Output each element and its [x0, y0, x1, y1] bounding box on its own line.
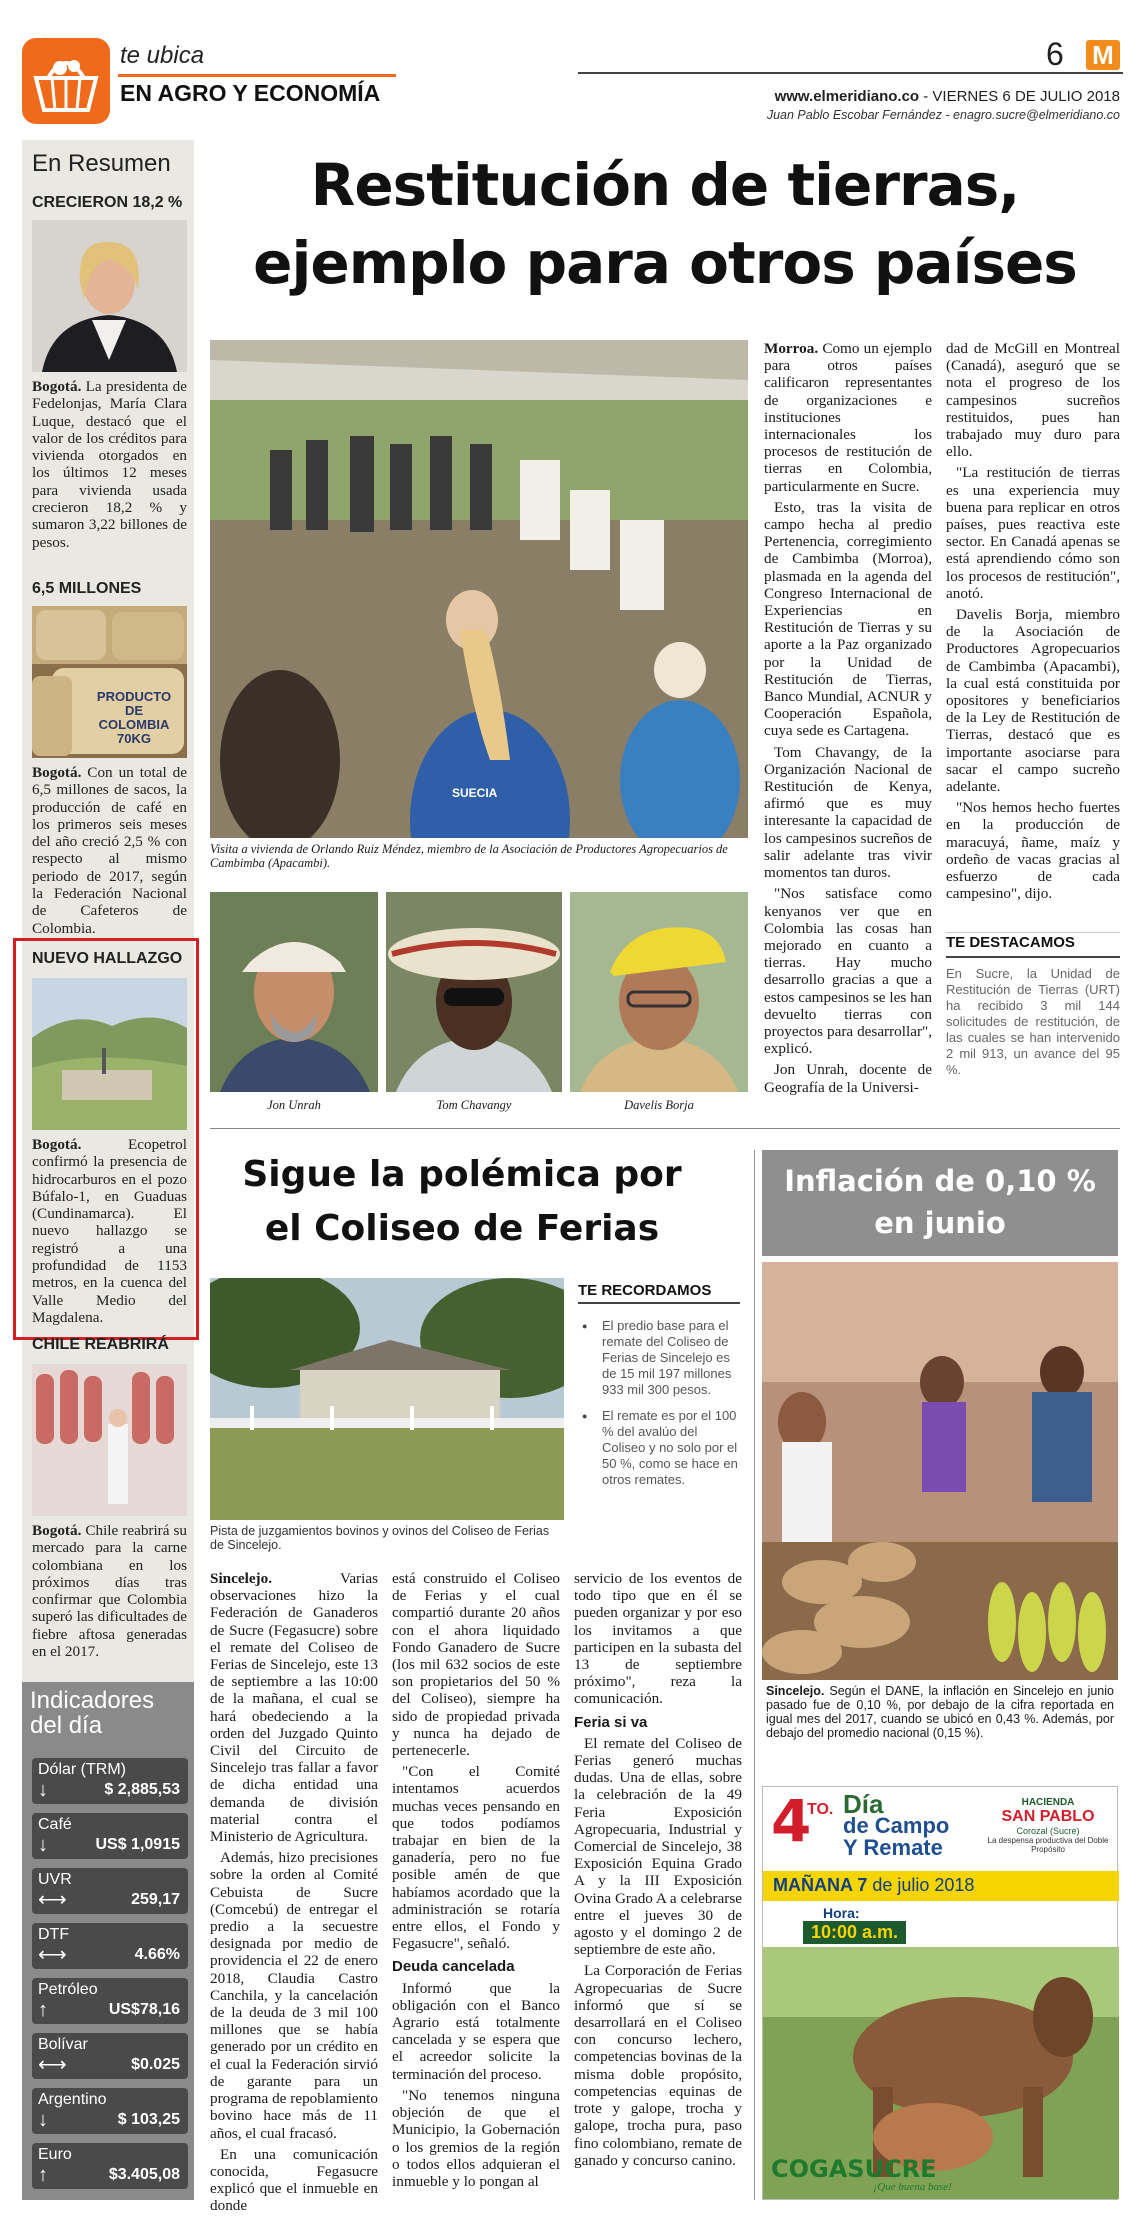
paragraph: Esto, tras la visita de campo hecha al predio Pertenencia, corregimiento de Cambimba (Morroa), plasmada en la agenda del Congreso Internacional de Experiencias en Restitución de Tierras y su aporte a la Paz organizado por la Unidad de Restitución de Tierras, Banco Mundial, ACNUR y Cooperación Española, cuya sede es Cartagena.	[764, 498, 932, 740]
paragraph: dad de McGill en Montreal (Canadá), aseguró que se nota el progreso de los campesinos sucreños restituidos, pues han trabajado muy duro para ello.	[946, 340, 1120, 461]
indicator-item	[32, 1923, 188, 1969]
indicator-value: 259,17	[131, 1891, 180, 1908]
column-divider	[754, 1150, 755, 2200]
indicator-label: Petróleo	[38, 1981, 98, 1998]
box-text: En Sucre, la Unidad de Restitución de Tierras (URT) ha recibido 3 mil 144 solicitudes de restitución, de las cuales se han intervenido 2 mil 913, un avance del 95 %.	[946, 966, 1120, 1077]
portrait-davelis-borja	[570, 892, 748, 1092]
paragraph: Informó que la obligación con el Banco Agrario está totalmente cancelada y se espera que el acreedor solicite la terminación del proceso.	[392, 1979, 560, 2083]
sack-print: PRODUCTO DE COLOMBIA 70KG	[96, 689, 172, 746]
portrait-tom-chavangy	[386, 892, 562, 1092]
section-subtitle: te ubica	[120, 42, 205, 69]
header-rule	[578, 72, 1123, 74]
box-rule	[946, 956, 1120, 958]
article-column	[210, 1570, 378, 2219]
box-rule	[946, 932, 1120, 933]
trend-arrow-icon: ↓	[38, 2109, 48, 2131]
paragraph: Sincelejo. Varias observaciones hizo la Federación de Ganaderos de Sucre (Fegasucre) sobre el remate del Coliseo de Ferias de Sincelejo, este 13 de septiembre a las 10:00 de la mañana, el cual se hará obedeciendo a la orden del Juzgado Quinto Civil del Circuito de Sincelejo tras fallar a favor de dicha entidad una demanda de división material contra el Ministerio de Agricultura.	[210, 1570, 378, 1846]
site-url[interactable]: www.elmeridiano.co	[774, 88, 920, 105]
trend-arrow-icon: ⟷	[38, 1944, 67, 1966]
ad-banner[interactable]	[762, 1786, 1118, 2200]
summary-text: Bogotá. Chile reabrirá su mercado para la carne colombiana en los próximos días tras confirmar que Colombia superó las dificultades de fiebre aftosa generadas en el 2017.	[32, 1522, 187, 1661]
box-heading: TE RECORDAMOS	[578, 1282, 712, 1299]
paragraph: "La restitución de tierras es una experiencia muy buena para replicar en otros países, pues reactiva este sector. En Canadá apenas se está aprendiendo cómo son los procesos de restitución", anotó.	[946, 464, 1120, 602]
dateline	[775, 88, 1120, 105]
section-rule	[118, 74, 396, 77]
indicator-label: Bolívar	[38, 2036, 88, 2053]
summary-text: Bogotá. Con un total de 6,5 millones de sacos, la producción de café en los primeros seis meses del año creció 2,5 % con respecto al mismo periodo de 2017, según la Federación Nacional de Cafeteros de Colombia.	[32, 764, 187, 937]
ad-time: 10:00 a.m.	[803, 1921, 906, 1944]
article-column	[574, 1570, 742, 2173]
summary-text: Bogotá. Ecopetrol confirmó la presencia de hidrocarburos en el pozo Búfalo-1, en Guaduas (Cundinamarca). El nuevo hallazgo se registró a una profundidad de 1153 metros, en la cuenca del Valle Medio del Magdalena.	[32, 1136, 187, 1326]
paragraph: Davelis Borja, miembro de la Asociación de Productores Agropecuarios de Cambimba (Apacambi), la cual está constituida por opositores y beneficiarios de la Ley de Restitución de Tierras, destacó que es importante asociarse para sacar el campo sucreño adelante.	[946, 606, 1120, 796]
paragraph: "No tenemos ninguna objeción de que el Municipio, la Gobernación o los gremios de la región o todos ellos adquieran el inmueble y lo pongan al	[392, 2086, 560, 2190]
summary-head: CRECIERON 18,2 %	[32, 194, 183, 211]
coliseo-photo	[210, 1278, 564, 1520]
indicator-item	[32, 2143, 188, 2189]
trend-arrow-icon: ⟷	[38, 2054, 67, 2076]
field-visit-photo	[210, 340, 748, 838]
recall-list	[580, 1318, 742, 1498]
sponsor-tag: ¡Que buena base!	[873, 2181, 952, 2193]
indicator-label: Euro	[38, 2146, 72, 2163]
paragraph: La Corporación de Ferias Agropecuarias de Sucre informó que sí se desarrollará en el Coliseo con concurso lechero, competencias bovinas de la misma doble propósito, competencias equinas de trote y galope, trocha y galope, trocha pura, paso fino colombiano, remate de ganado y concurso canino.	[574, 1962, 742, 2169]
paragraph: "Nos hemos hecho fuertes en la producción de maracuyá, ñame, maíz y ordeño de vacas gracias al esfuerzo de cada campesino", dijo.	[946, 799, 1120, 903]
portrait-caption: Tom Chavangy	[436, 1098, 512, 1112]
ad-number: 4	[771, 1787, 812, 1855]
ad-time-label: Hora:	[823, 1905, 860, 1921]
ad-farm: HACIENDA SAN PABLO Corozal (Sucre) La despensa productiva del Doble Propósito	[987, 1797, 1109, 1854]
summary-head: CHILE REABRIRÁ	[32, 1336, 169, 1353]
main-headline: Restitución de tierras, ejemplo para otros países	[253, 151, 1077, 297]
indicator-value: $0.025	[131, 2056, 180, 2073]
indicator-value: $ 103,25	[117, 2111, 180, 2128]
portrait-caption: Jon Unrah	[267, 1098, 321, 1112]
paragraph: "Nos satisface como kenyanos ver que en Colombia las cosas han mejorado en cuanto a tierras. Hay mucho desarrollo gracias a que a estos campesinos se les han devuelto tierras con proyectos para desarrollar", explicó.	[764, 885, 932, 1058]
oil-field-photo	[32, 978, 187, 1130]
trend-arrow-icon: ↓	[38, 1779, 48, 1801]
paragraph: El remate del Coliseo de Ferias generó muchas dudas. Una de ellas, sobre la celebración de la 49 Feria Exposición Agropecuaria, Industrial y Comercial de Sincelejo, 38 Exposición Equina Grado A y la III Exposición Ovina Grado A a celebrarse entre el jueves 30 de agosto y el domingo 2 de septiembre de este año.	[574, 1734, 742, 1959]
section-logo	[22, 38, 110, 124]
vest-print: SUECIA	[452, 786, 498, 800]
indicator-label: DTF	[38, 1926, 70, 1943]
indicator-value: $ 2,885,53	[104, 1781, 180, 1798]
summary-head: 6,5 MILLONES	[32, 580, 142, 597]
paragraph: servicio de los eventos de todo tipo que en él se pueden organizar y por eso los invitamos a que participen en la subasta del 13 de septiembre próximo", reza la comunicación.	[574, 1570, 742, 1708]
article-column	[764, 340, 932, 1100]
ad-title: Día de Campo Y Remate	[843, 1789, 950, 1860]
indicator-label: Argentino	[38, 2091, 107, 2108]
portrait-photo	[32, 220, 187, 372]
paragraph: En una comunicación conocida, Fegasucre explicó que el inmueble en donde	[210, 2145, 378, 2215]
portrait-caption: Davelis Borja	[624, 1098, 694, 1112]
coliseo-headline: Sigue la polémica por el Coliseo de Ferias	[242, 1154, 682, 1249]
indicator-label: Café	[38, 1816, 72, 1833]
ad-ordinal: TO.	[807, 1801, 834, 1818]
sidebar-title: En Resumen	[32, 150, 171, 177]
indicators-title: Indicadores del día	[30, 1687, 155, 1739]
portrait-jon-unrah	[210, 892, 378, 1092]
indicator-item	[32, 1758, 188, 1804]
article-column	[946, 340, 1120, 907]
paragraph: Además, hizo precisiones sobre la orden al Comité Cebuista de Sucre (Comcebú) de entregar el predio a la secuestre designada por medio de providencia el 22 de enero 2018, Claudia Castro Canchila, y la cancelación de la deuda de 3 mil 100 millones que se había generado por un crédito en el cual la Federación sirvió de garante para un programa de repoblamiento bovino hace más de 11 años, el cual fracasó.	[210, 1849, 378, 2142]
indicator-item	[32, 1868, 188, 1914]
photo-caption: Sincelejo. Según el DANE, la inflación en Sincelejo en junio pasado fue de 0,10 %, por debajo de la cifra reportada en igual mes del 2017, cuando se ubicó en 0,43 %. Además, por debajo del promedio nacional (0,15 %).	[766, 1684, 1114, 1740]
paragraph: está construido el Coliseo de Ferias y el cual compartió durante 20 años con el ahora liquidado Fondo Ganadero de Sucre (los mil 632 socios de este son propietarios del 50 % del Coliseo), siempre ha sido de propiedad privada y nunca ha dejado de pertenecerle.	[392, 1570, 560, 1760]
indicator-label: UVR	[38, 1871, 72, 1888]
brand-logo: M	[1086, 40, 1120, 70]
paragraph: Tom Chavangy, de la Organización Nacional de Restitución de Kenya, afirmó que es muy interesante la capacidad de los campesinos sucreños de salir adelante tras vivir momentos tan duros.	[764, 743, 932, 882]
ad-date: MAÑANA 7 de julio 2018	[773, 1875, 975, 1895]
box-heading: TE DESTACAMOS	[946, 934, 1075, 951]
coffee-sacks-photo	[32, 606, 187, 758]
summary-head: NUEVO HALLAZGO	[32, 950, 183, 967]
summary-text: Bogotá. La presidenta de Fedelonjas, María Clara Luque, destacó que el valor de los créditos para vivienda otorgados en los últimos 12 meses para vivienda usada crecieron 18,2 % y sumaron 3,22 billones de pesos.	[32, 378, 187, 551]
article-column	[392, 1570, 560, 2194]
indicator-value: 4.66%	[134, 1946, 180, 1963]
issue-date: - VIERNES 6 DE JULIO 2018	[923, 88, 1120, 105]
trend-arrow-icon: ↑	[38, 1999, 48, 2021]
photo-caption: Visita a vivienda de Orlando Ruiz Méndez, miembro de la Asociación de Productores Agropecuarios de Cambimba (Apacambi).	[210, 842, 728, 870]
indicator-item	[32, 2088, 188, 2134]
indicator-label: Dólar (TRM)	[38, 1761, 126, 1778]
indicator-item	[32, 2033, 188, 2079]
photo-caption: Pista de juzgamientos bovinos y ovinos del Coliseo de Ferias de Sincelejo.	[210, 1524, 550, 1552]
inflation-headline: Inflación de 0,10 % en junio	[762, 1150, 1118, 1256]
box-rule	[578, 1302, 740, 1304]
section-title: EN AGRO Y ECONOMÍA	[120, 80, 381, 106]
paragraph: Morroa. Como un ejemplo para otros países calificaron representantes de organizaciones e instituciones internacionales los procesos de restitución de tierras en Colombia, particularmente en Sucre.	[764, 340, 932, 495]
trend-arrow-icon: ↑	[38, 2164, 48, 2186]
trend-arrow-icon: ↓	[38, 1834, 48, 1856]
recall-bullet: ● El remate es por el 100 % del avalúo del Coliseo y no solo por el 50 %, como se hace en otros remates.	[580, 1408, 742, 1488]
meat-plant-photo	[32, 1364, 187, 1516]
recall-bullet: ● El predio base para el remate del Coliseo de Ferias de Sincelejo es de 15 mil 197 millones 933 mil 300 pesos.	[580, 1318, 742, 1398]
sponsor-logo: COGASUCRE	[771, 2155, 937, 2183]
basket-icon	[22, 38, 110, 124]
indicator-value: $3.405,08	[108, 2166, 180, 2183]
paragraph: Jon Unrah, docente de Geografía de la Universi-	[764, 1061, 932, 1096]
indicator-item	[32, 1978, 188, 2024]
subheading: Feria si va	[574, 1713, 648, 1731]
page-number: 6	[1046, 36, 1064, 72]
byline: Juan Pablo Escobar Fernández - enagro.sucre@elmeridiano.co	[766, 108, 1120, 122]
indicator-item	[32, 1813, 188, 1859]
market-photo	[762, 1262, 1118, 1680]
indicator-value: US$ 1,0915	[95, 1836, 180, 1853]
subheading: Deuda cancelada	[392, 1958, 515, 1976]
section-divider	[210, 1128, 1120, 1129]
paragraph: "Con el Comité intentamos acuerdos muchas veces pensando en que todos podíamos trabajar en bien de la ganadería, pero no fue posible amén de que habíamos acordado que la administración se rotaría entre ellos, el Fondo y Fegasucre", señaló.	[392, 1763, 560, 1953]
indicator-value: US$78,16	[108, 2001, 180, 2018]
trend-arrow-icon: ⟷	[38, 1889, 67, 1911]
